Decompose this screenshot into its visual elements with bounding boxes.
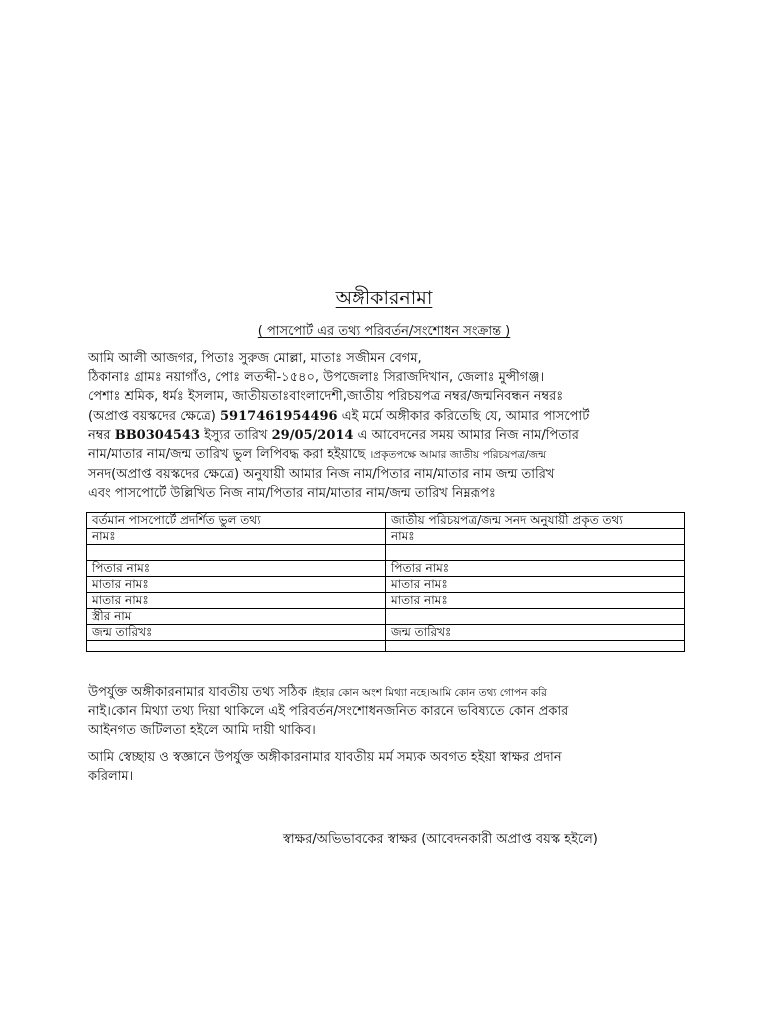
correction-table: [86, 512, 685, 652]
issue-date: 29/05/2014: [271, 428, 354, 443]
table-cell-left: মাতার নামঃ: [87, 593, 386, 609]
table-cell-left: [87, 545, 386, 561]
table-row: [87, 529, 685, 545]
declaration-line-3: আইনগত জটিলতা হইলে আমি দায়ী থাকিব।: [88, 723, 316, 738]
statement-line-8: এবং পাসপোর্টে উল্লিখিত নিজ নাম/পিতার নাম/মাতার নাম/জন্ম তারিখ নিম্নরূপঃ: [88, 486, 496, 501]
table-cell-left: জন্ম তারিখঃ: [87, 625, 386, 641]
table-cell-left: পিতার নামঃ: [87, 561, 386, 577]
statement-line-5-rest: এ আবেদনের সময় আমার নিজ নাম/পিতার: [353, 428, 579, 443]
table-cell-right: নামঃ: [386, 529, 685, 545]
document-subtitle: ( পাসপোর্ট এর তথ্য পরিবর্তন/সংশোধন সংক্রান্ত ): [257, 324, 511, 339]
issue-date-label: ইস্যুর তারিখ: [200, 428, 272, 443]
declaration-line-2: নাই।কোন মিথ্যা তথ্য দিয়া থাকিলে এই পরিবর্তন/সংশোধনজনিত কারনে ভবিষ্যতে কোন প্রকার: [88, 704, 569, 719]
declaration-line-1-a: উপর্যুক্ত অঙ্গীকারনামার যাবতীয় তথ্য সঠিক: [88, 685, 311, 700]
nid-number: 5917461954496: [220, 409, 338, 424]
table-row: [87, 577, 685, 593]
statement-line-4-rest: এই মর্মে অঙ্গীকার করিতেছি যে, আমার পাসপোর্ট: [337, 409, 590, 424]
declaration-line-1-b: ।ইহার কোন অংশ মিথ্যা নহে।আমি কোন তথ্য গোপন করি: [310, 687, 547, 699]
table-cell-right: মাতার নামঃ: [386, 577, 685, 593]
statement-line-1: আমি আলী আজগর, পিতাঃ সুরুজ মোল্লা, মাতাঃ সজীমন বেগম,: [88, 351, 422, 366]
declaration-line-1: [88, 684, 547, 702]
statement-line-7: সনদ(অপ্রাপ্ত বয়স্কদের ক্ষেত্রে) অনুযায়ী আমার নিজ নাম/পিতার নাম/মাতার নাম জন্ম তারিখ: [88, 467, 555, 482]
table-header-row: [87, 513, 685, 529]
statement-line-6-b: ।প্রকৃতপক্ষে আমার জাতীয় পরিচয়পত্র/জন্ম: [369, 449, 547, 461]
statement-line-5: [88, 427, 579, 445]
minor-note: (অপ্রাপ্ত বয়স্কদের ক্ষেত্রে): [88, 409, 221, 424]
table-cell-left: স্ত্রীর নাম: [87, 609, 386, 625]
table-row: [87, 609, 685, 625]
statement-line-3: পেশাঃ শ্রমিক, ধর্মঃ ইসলাম, জাতীয়তাঃবাংলাদেশী,জাতীয় পরিচয়পত্র নম্বর/জন্মনিবন্ধন নম্বরঃ: [88, 389, 564, 404]
table-cell-right: [386, 641, 685, 652]
table-cell-left: নামঃ: [87, 529, 386, 545]
table-cell-right: [386, 609, 685, 625]
statement-line-2: ঠিকানাঃ গ্রামঃ নয়াগাঁও, পোঃ লতব্দী-১৫৪০, উপজেলাঃ সিরাজদিখান, জেলাঃ মুন্সীগঞ্জ।: [88, 370, 545, 385]
document-title: অঙ্গীকারনামা: [335, 287, 433, 309]
table-cell-right: [386, 545, 685, 561]
statement-line-6-a: নাম/মাতার নাম/জন্ম তারিখ ভুল লিপিবদ্ধ করা হইয়াছে: [88, 447, 370, 462]
table-cell-right: মাতার নামঃ: [386, 593, 685, 609]
passport-number: BB0304543: [114, 428, 200, 443]
table-cell-right: জন্ম তারিখঃ: [386, 625, 685, 641]
statement-line-4: [88, 408, 589, 426]
table-row: [87, 593, 685, 609]
table-cell-right: পিতার নামঃ: [386, 561, 685, 577]
statement-line-6: [88, 446, 546, 464]
table-row: [87, 545, 685, 561]
header-correct-info: জাতীয় পরিচয়পত্র/জন্ম সনদ অনুযায়ী প্রকৃত তথ্য: [386, 513, 685, 529]
table-cell-left: মাতার নামঃ: [87, 577, 386, 593]
declaration-line-5: করিলাম।: [88, 769, 134, 784]
table-row: [87, 625, 685, 641]
table-cell-left: [87, 641, 386, 652]
signature-label: স্বাক্ষর/অভিভাবকের স্বাক্ষর (আবেদনকারী অপ্রাপ্ত বয়স্ক হইলে): [283, 832, 598, 847]
header-incorrect-info: বর্তমান পাসপোর্টে প্রদর্শিত ভুল তথ্য: [87, 513, 386, 529]
table-row: [87, 641, 685, 652]
declaration-line-4: আমি স্বেচ্ছায় ও স্বজ্ঞানে উপর্যুক্ত অঙ্গীকারনামার যাবতীয় মর্ম সম্যক অবগত হইয়া স্বাক্ষর প্রদান: [88, 750, 562, 765]
table-row: [87, 561, 685, 577]
passport-number-label: নম্বর: [88, 428, 115, 443]
